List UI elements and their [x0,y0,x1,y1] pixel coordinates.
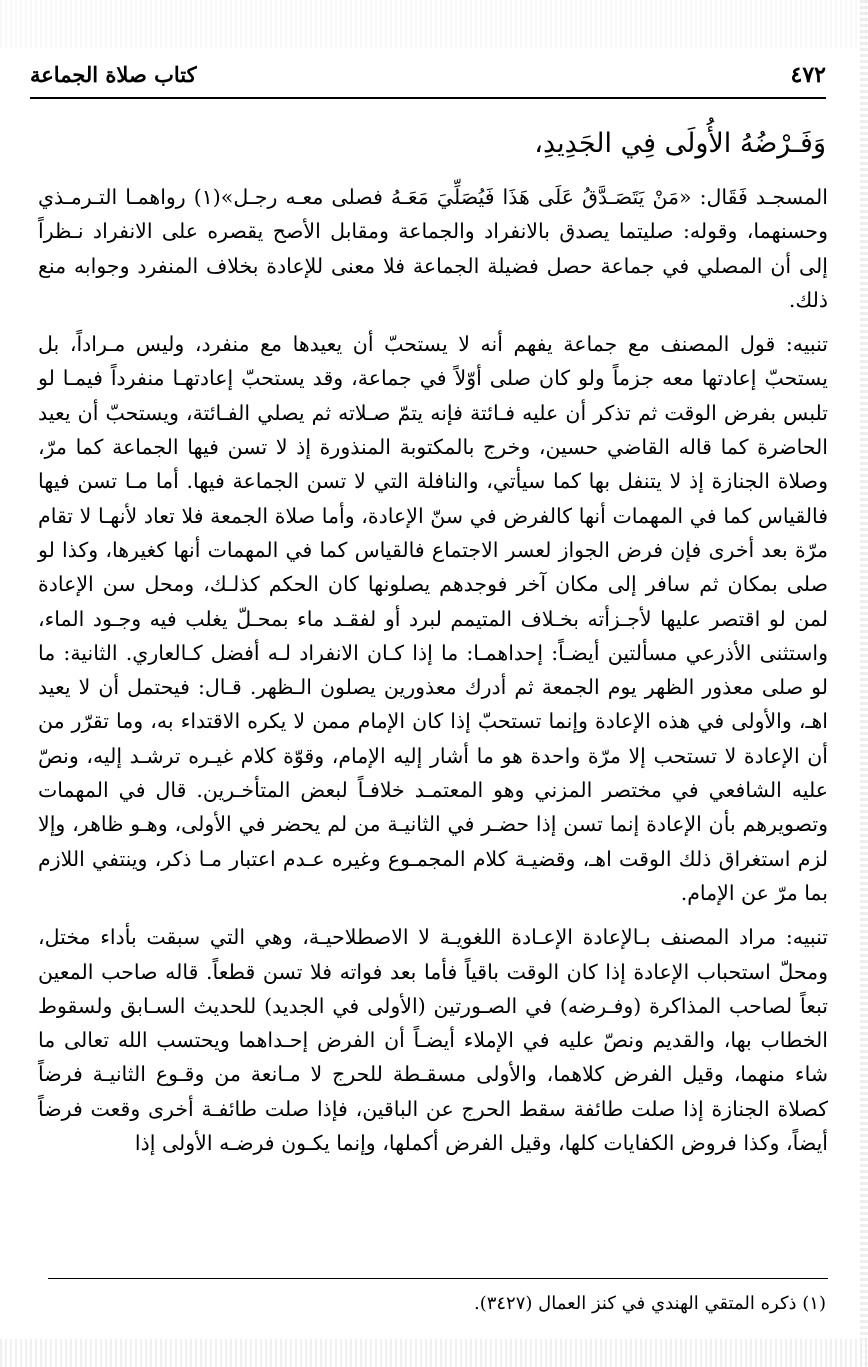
scan-edge-right [860,0,868,1367]
scan-edge-bottom [0,1339,868,1367]
page-header [30,56,826,96]
scan-edge-top [0,0,868,48]
footnote-rule [48,1278,828,1279]
page-number: ٤٧٢ [790,62,826,88]
paragraph: المسجـد فَقَال: «مَنْ يَتَصَـدَّقُ عَلَى هَذَا فَيُصَلِّيَ مَعَـهُ فصلى معـه رجـل»(١) رواهمـا التـرمـذي وحسنهما، وقوله: صليتما يصدق بالانفراد والجماعة ومقابل الأصح يقصره على الانفراد نـظراً إلى أن المصلي في جماعة حصل فضيلة الجماعة فلا معنى للإعادة بخلاف المنفرد وجوابه منع ذلك. [38,185,828,312]
header-rule [30,97,826,99]
paragraph: تنبيه: مراد المصنف بـالإعادة الإعـادة اللغويـة لا الاصطلاحيـة، وهي التي سبقت بأداء مختل، ومحلّ استحباب الإعادة إذا كان الوقت باقياً فأما بعد فواته فلا تسن قطعاً. قاله صاحب المعين تبعاً لصاحب المذاكرة (وفـرضه) في الصـورتين (الأولى في الجديد) للحديث السـابق ولسقوط الخطاب بها، والقديم ونصّ عليه في الإملاء أيضـاً أن الفرض إحـداهما ويحتسب الله تعالى ما شاء منهما، وقيل الفرض كلاهما، والأولى مسقـطة للحرج لا مـانعة من وقـوع الثانيـة فرضاً كصلاة الجنازة إذا صلت طائفة سقط الحرج عن الباقين، فإذا صلت طائفـة أخرى وقعت فرضاً أيضاً، وكذا فروض الكفايات كلها، وقيل الفرض أكملها، وإنما يكـون فرضـه الأولى إذا [38,925,828,1156]
footnote: (١) ذكره المتقي الهندي في كنز العمال (٣٤٢٧). [473,1293,826,1314]
paragraph: تنبيه: قول المصنف مع جماعة يفهم أنه لا يستحبّ أن يعيدها مع منفرد، وليس مـراداً، بل يستحبّ إعادتها معه جزماً ولو كان صلى أوّلاً في جماعة، وقد يستحبّ إعادتهـا منفرداً فيمـا لو تلبس بفرض الوقت ثم تذكر أن عليه فـائتة فإنه يتمّ صـلاته ثم يصلي الفـائتة، ويستحبّ أن يعيد الحاضرة كما قاله القاضي حسين، وخرج بالمكتوبة المنذورة إذ لا تسن فيها الجماعة كما مرّ، وصلاة الجنازة إذ لا يتنفل بها كما سيأتي، والنافلة التي لا تسن الجماعة فيها. أما مـا تسن فيها فالقياس كما في المهمات أنها كالفرض في سنّ الإعادة، وأما صلاة الجمعة فلا تعاد لأنهـا لا تقام مرّة بعد أخرى فإن فرض الجواز لعسر الاجتماع فالقياس كما في المهمات أنها كغيرها، وكذا لو صلى بمكان ثم سافر إلى مكان آخر فوجدهم يصلونها كان الحكم كذلـك، ومحل سن الإعادة لمن لو اقتصر عليها لأجـزأته بخـلاف المتيمم لبرد أو لفقـد ماء بمحـلّ يغلب فيه وجـود الماء، واستثنى الأذرعي مسألتين أيضـاً: إحداهمـا: ما إذا كـان الانفراد لـه أفضل كـالعاري. الثانية: ما لو صلى معذور الظهر يوم الجمعة ثم أدرك معذورين يصلون الـظهر. قـال: فيحتمل أن لا يعيد اهـ، والأولى في هذه الإعادة وإنما تستحبّ إذا كان الإمام ممن لا يكره الاقتداء به، وما تقرّر من أن الإعادة لا تستحب إلا مرّة واحدة هو ما أشار إليه الإمام، وقوّة كلام غيـره ترشـد إليه، ونصّ عليه الشافعي في مختصر المزني وهو المعتمـد خلافـاً لبعض المتأخـرين. قال في المهمات وتصويرهم بأن الإعادة إنما تسن إذا حضـر في الثانيـة من لم يحضر في الأولى، وهـو ظاهر، وإلا لزم استغراق ذلك الوقت اهـ، وقضيـة كلام المجمـوع وغيره عـدم اعتبار مـا ذكر، وينتفي اللازم بما مرّ عن الإمام. [38,332,828,905]
commentary-body [38,180,828,1160]
matn-text: وَفَـرْضُهُ الأُولَى فِي الجَدِيدِ، [534,128,826,159]
book-title: كتاب صلاة الجماعة [30,62,197,87]
